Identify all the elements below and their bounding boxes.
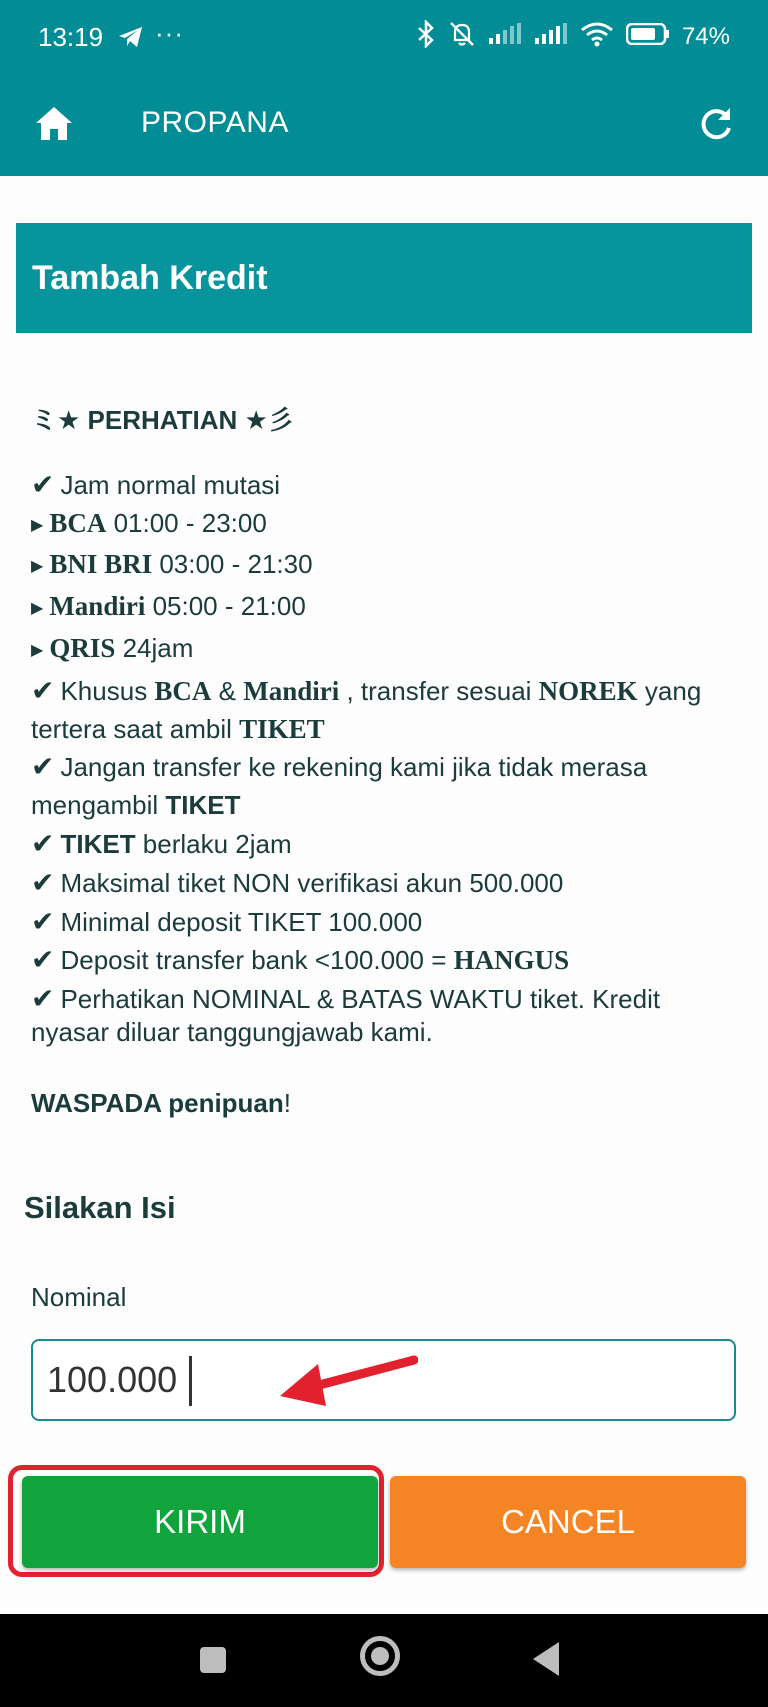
check-icon: ✔	[31, 751, 55, 783]
triangle-bullet-icon: ▶	[31, 558, 44, 576]
notice-line: ▶ Mandiri 05:00 - 21:00	[31, 591, 306, 622]
text-cursor	[189, 1356, 192, 1406]
section-banner	[16, 223, 752, 333]
check-icon: ✔	[31, 674, 55, 706]
status-time: 13:19	[38, 22, 104, 52]
annotation-arrow-icon	[278, 1352, 418, 1412]
check-icon: ✔	[31, 905, 55, 937]
nominal-label: Nominal	[31, 1282, 127, 1312]
back-icon[interactable]	[533, 1642, 559, 1676]
check-icon: ✔	[31, 944, 55, 976]
check-icon: ✔	[31, 468, 55, 500]
system-nav-bar	[0, 1614, 768, 1707]
battery-icon	[626, 23, 670, 50]
battery-percent: 74%	[681, 22, 730, 50]
notice-line: ✔ Deposit transfer bank <100.000 = HANGUS	[31, 944, 570, 976]
app-toolbar	[0, 78, 768, 176]
check-icon: ✔	[31, 866, 55, 898]
check-icon: ✔	[31, 827, 55, 859]
triangle-bullet-icon: ▶	[31, 641, 44, 659]
signal-icon	[488, 22, 522, 51]
notice-line: ✔ Jangan transfer ke rekening kami jika tidak merasa mengambil TIKET	[31, 751, 648, 821]
recent-apps-icon[interactable]	[200, 1647, 226, 1673]
triangle-bullet-icon: ▶	[31, 600, 44, 618]
wifi-icon	[580, 21, 614, 52]
notice-line: ▶ QRIS 24jam	[31, 632, 194, 663]
notice-line: ✔ Minimal deposit TIKET 100.000	[31, 905, 423, 937]
notice-line: ✔ Perhatikan NOMINAL & BATAS WAKTU tiket. Kredit nyasar diluar tanggungjawab kami.	[31, 983, 661, 1048]
home-circle-icon[interactable]	[360, 1636, 400, 1676]
refresh-icon[interactable]	[694, 102, 738, 146]
telegram-icon	[118, 26, 144, 53]
notice-line: ▶ BNI BRI 03:00 - 21:30	[31, 549, 313, 580]
cancel-button[interactable]: CANCEL	[390, 1476, 746, 1568]
check-icon: ✔	[31, 983, 55, 1015]
notice-block	[31, 402, 741, 1123]
bluetooth-icon	[416, 20, 436, 53]
triangle-bullet-icon: ▶	[31, 516, 44, 534]
notice-line: ✔ Khusus BCA & Mandiri , transfer sesuai NOREK yang tertera saat ambil TIKET	[31, 674, 702, 744]
notice-line: ✔ TIKET berlaku 2jam	[31, 827, 292, 859]
status-bar	[0, 0, 768, 78]
app-title: PROPANA	[141, 106, 289, 139]
notice-line: ✔ Jam normal mutasi	[31, 468, 281, 500]
kirim-button[interactable]: KIRIM	[22, 1476, 378, 1568]
signal-icon	[534, 22, 568, 51]
notice-heading: ミ★ PERHATIAN ★彡	[31, 405, 294, 435]
more-notifications-icon: ···	[155, 18, 184, 48]
warning-text: WASPADA penipuan!	[31, 1088, 292, 1119]
bell-off-icon	[448, 20, 476, 53]
home-icon[interactable]	[32, 102, 76, 146]
notice-line: ✔ Maksimal tiket NON verifikasi akun 500.000	[31, 866, 564, 898]
form-title: Silakan Isi	[24, 1190, 176, 1225]
notice-line: ▶ BCA 01:00 - 23:00	[31, 507, 267, 538]
section-title: Tambah Kredit	[32, 259, 268, 297]
